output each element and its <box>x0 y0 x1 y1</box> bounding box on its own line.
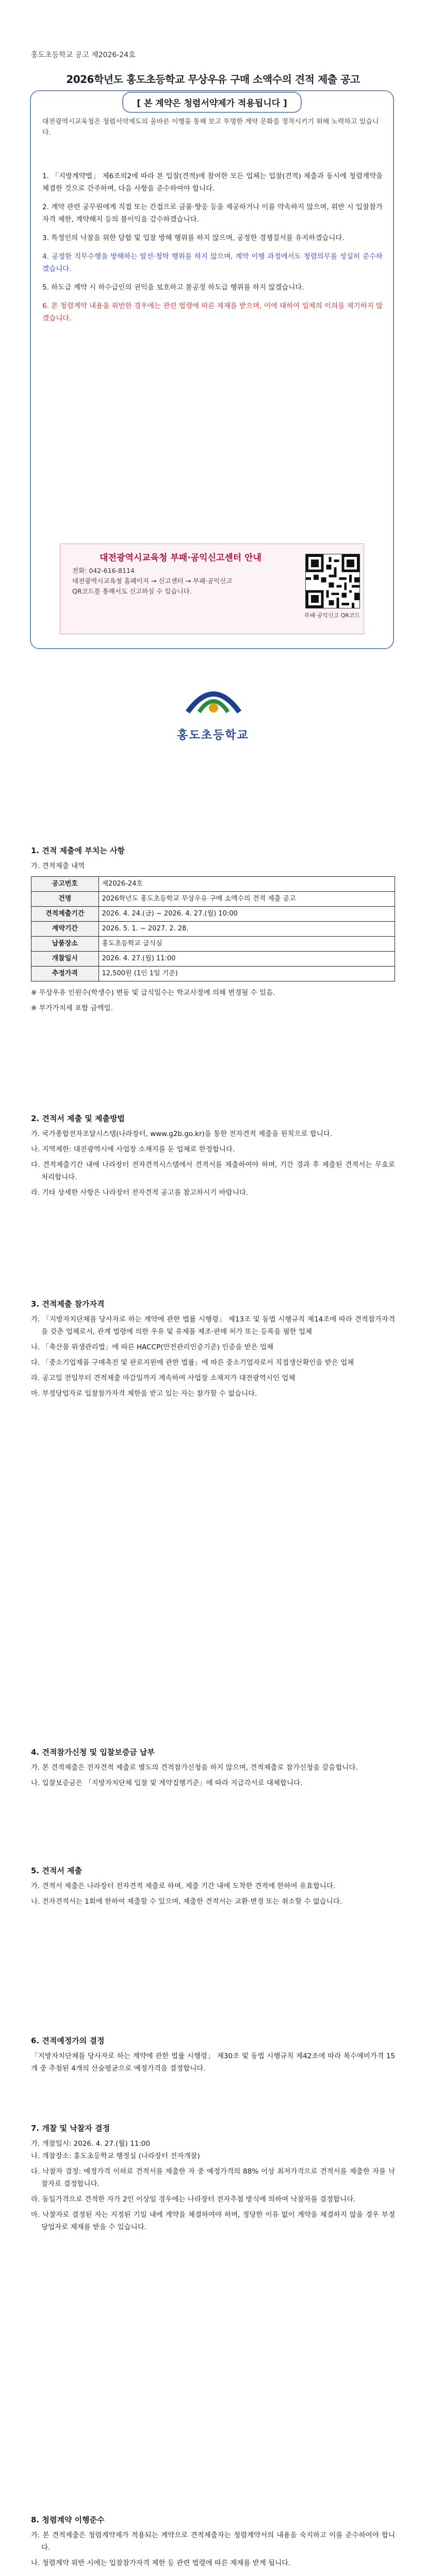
section-title: 2. 견적서 제출 및 제출방법 <box>31 1114 125 1123</box>
school-logo-icon <box>177 676 250 719</box>
table-row: 추정가격 12,500원 (1인 1일 기준) <box>31 967 395 981</box>
section-title: 7. 개찰 및 낙찰자 결정 <box>31 2124 110 2133</box>
integrity-clause-list <box>42 170 383 331</box>
integrity-clause: 3. 특정인의 낙찰을 위한 담합 및 입찰 방해 행위를 하지 않으며, 공정한 경쟁질서를 유지하겠습니다. <box>42 234 345 242</box>
section-title: 4. 견적참가신청 및 입찰보증금 납부 <box>31 1748 155 1757</box>
document-number: 홍도초등학교 공고 제2026-24호 <box>31 51 136 59</box>
integrity-clause: 1. 「지방계약법」 제6조의2에 따라 본 입찰(견적)에 참여한 모든 업체는 입찰(견적) 제출과 동시에 청렴계약을 체결한 것으로 간주하며, 다음 사항을 준수하여야 합니다. <box>42 172 383 193</box>
table-note: ※ 무상우유 인원수(학생수) 변동 및 급식일수는 학교사정에 의해 변경될 수 있음. <box>31 989 275 997</box>
section-2: 2. 견적서 제출 및 제출방법 가. 국가종합전자조달시스템(나라장터, www.g2b.go.kr)을 통한 전자견적 제출을 원칙으로 합니다. 나. 지역제한: 대전광역시에 사업장 소재지를 둔 업체로 한정합니다. 다. 견적제출기간 내에 나라장터 전자견적시스템에서 견적서를 제출하여야 하며, 기간 경과 후 제출된 견적서는 무효로 처리합니다. 라. 기타 상세한 사항은 나라장터 전자견적 공고를 참고하시기 바랍니다. <box>31 1114 395 1197</box>
report-center-title: 대전광역시교육청 부패·공익신고센터 안내 <box>100 553 261 563</box>
section-title: 3. 견적제출 참가자격 <box>31 1299 105 1309</box>
integrity-clause: 2. 계약 관련 공무원에게 직접 또는 간접으로 금품·향응 등을 제공하거나 이를 약속하지 않으며, 위반 시 입찰참가자격 제한, 계약해지 등의 불이익을 감수하겠습니다. <box>42 203 383 224</box>
integrity-clause: 4. 공정한 직무수행을 방해하는 알선·청탁 행위를 하지 않으며, 계약 이행 과정에서도 청렴의무를 성실히 준수하겠습니다. <box>42 252 383 273</box>
table-row: 공고번호 제2026-24호 <box>31 877 395 892</box>
section-6: 6. 견적예정가의 결정 「지방자치단체를 당사자로 하는 계약에 관한 법률 시행령」 제30조 및 동법 시행규칙 제42조에 따라 복수예비가격 15개 중 추첨된 4개의 산술평균으로 예정가격을 결정합니다. <box>31 2036 395 2073</box>
table-note: ※ 부가가치세 포함 금액임. <box>31 1004 113 1012</box>
table-row: 건명 2026학년도 홍도초등학교 무상우유 구매 소액수의 견적 제출 공고 <box>31 892 395 907</box>
section-title: 8. 청렴계약 이행준수 <box>31 2515 105 2524</box>
table-row: 개찰일시 2026. 4. 27.(월) 11:00 <box>31 952 395 967</box>
section-title: 6. 견적예정가의 결정 <box>31 2036 105 2045</box>
section-4: 4. 견적참가신청 및 입찰보증금 납부 가. 본 견적제출은 전자견적 제출로 별도의 견적참가신청을 하지 않으며, 견적제출로 참가신청을 갈음합니다. 나. 입찰보증금은 「지방자치단체 입찰 및 계약집행기준」에 따라 지급각서로 대체합니다. <box>31 1747 395 1792</box>
integrity-notice-intro: 대전광역시교육청은 청렴서약제도의 올바른 이행을 통해 보고 투명한 계약 문화를 정착시키기 위해 노력하고 있습니다. <box>42 118 379 137</box>
section-1 <box>31 845 395 1018</box>
qr-caption: 부패·공익신고 QR코드 <box>304 612 361 619</box>
table-row: 견적제출기간 2026. 4. 24.(금) ~ 2026. 4. 27.(월) 10:00 <box>31 907 395 922</box>
school-name: 홍도초등학교 <box>177 729 249 742</box>
section-7: 7. 개찰 및 낙찰자 결정 가. 개찰일시: 2026. 4. 27.(월) 11:00 나. 개찰장소: 홍도초등학교 행정실 (나라장터 전자개찰) 다. 낙찰자 결정: 예정가격 이하로 견적서를 제출한 자 중 예정가격의 88% 이상 최저가격으로 견적서를 제출한 자를 낙찰자로 결정합니다. 라. 동일가격으로 견적한 자가 2인 이상일 경우에는 나라장터 전자추첨 방식에 의하여 낙찰자를 결정합니다. 마. 낙찰자로 결정된 자는 지정된 기일 내에 계약을 체결하여야 하며, 정당한 이유 없이 계약을 체결하지 않을 경우 부정당업자로 제재를 받을 수 있습니다. <box>31 2124 395 2231</box>
report-line: 대전광역시교육청 홈페이지 → 신고센터 → 부패·공익신고 <box>72 577 233 585</box>
report-line: QR코드를 통해서도 신고하실 수 있습니다. <box>72 587 192 595</box>
report-center-info <box>72 566 294 597</box>
table-row: 납품장소 홍도초등학교 급식실 <box>31 937 395 952</box>
table-row: 계약기간 2026. 5. 1. ~ 2027. 2. 28. <box>31 922 395 937</box>
bid-info-table <box>31 876 395 981</box>
qr-code-icon[interactable] <box>305 554 360 608</box>
section-3: 3. 견적제출 참가자격 가. 「지방자치단체를 당사자로 하는 계약에 관한 법률 시행령」 제13조 및 동법 시행규칙 제14조에 따라 견적참가자격을 갖춘 업체로서, 관계 법령에 의한 우유 및 유제품 제조·판매 허가 또는 등록을 필한 업체 나. 「축산물 위생관리법」에 따른 HACCP(안전관리인증기준) 인증을 받은 업체 다. 「중소기업제품 구매촉진 및 판로지원에 관한 법률」에 따른 중소기업자로서 직접생산확인을 받은 업체 라. 공고일 전일부터 견적제출 마감일까지 계속하여 사업장 소재지가 대전광역시인 업체 마. 부정당업자로 입찰참가자격 제한을 받고 있는 자는 참가할 수 없습니다. <box>31 1299 395 1398</box>
section-subtitle: 가. 견적제출 내역 <box>31 862 85 870</box>
section-title: 5. 견적서 제출 <box>31 1866 83 1875</box>
section-8: 8. 청렴계약 이행준수 가. 본 견적제출은 청렴계약제가 적용되는 계약으로 견적제출자는 청렴계약서의 내용을 숙지하고 이를 준수하여야 합니다. 나. 청렴계약 위반 시에는 입찰참가자격 제한 등 관련 법령에 따른 제재를 받게 됩니다. <box>31 2515 395 2567</box>
document-title: 2026학년도 홍도초등학교 무상우유 구매 소액수의 견적 제출 공고 <box>66 73 360 86</box>
report-line: 전화: 042-616-8114 <box>72 567 135 574</box>
integrity-notice-heading: [ 본 계약은 청렴서약제가 적용됩니다 ] <box>122 92 301 113</box>
section-5: 5. 견적서 제출 가. 견적서 제출은 나라장터 전자견적 제출로 하며, 제출 기간 내에 도착한 견적에 한하여 유효합니다. 나. 전자견적서는 1회에 한하여 제출할 수 있으며, 제출한 견적서는 교환·변경 또는 취소할 수 없습니다. <box>31 1865 395 1911</box>
section-title: 1. 견적 제출에 부치는 사항 <box>31 846 125 855</box>
integrity-clause: 6. 본 청렴계약 내용을 위반한 경우에는 관련 법령에 따른 제재를 받으며, 이에 대하여 일체의 이의를 제기하지 않겠습니다. <box>42 302 383 323</box>
integrity-clause: 5. 하도급 계약 시 하수급인의 권익을 보호하고 불공정 하도급 행위를 하지 않겠습니다. <box>42 283 304 292</box>
